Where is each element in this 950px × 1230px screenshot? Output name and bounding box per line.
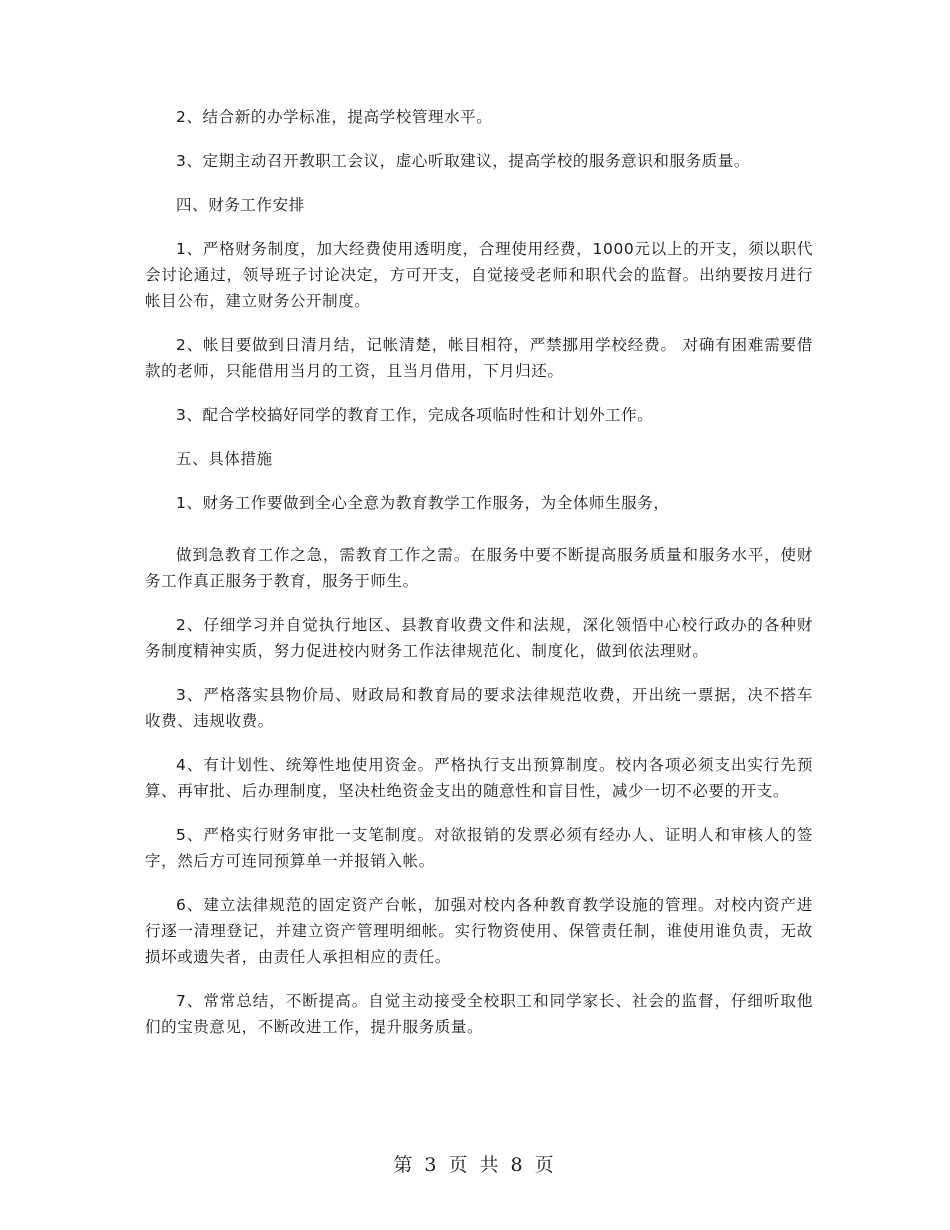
paragraph-item-3: 3、定期主动召开教职工会议，虚心听取建议，提高学校的服务意识和服务质量。 [176, 152, 750, 170]
paragraph-measures-5: 5、严格实行财务审批一支笔制度。对欲报销的发票必须有经办人、证明人和审核人的签字，然后方可连同预算单一并报销入帐。 [145, 826, 813, 870]
paragraph-measures-1: 1、财务工作要做到全心全意为教育教学工作服务，为全体师生服务， [176, 494, 670, 512]
section-heading-finance: 四、财务工作安排 [176, 196, 305, 214]
paragraph-finance-2: 2、帐目要做到日清月结，记帐清楚，帐目相符，严禁挪用学校经费。 对确有困难需要借款的老师，只能借用当月的工资，且当月借用，下月归还。 [145, 336, 813, 380]
paragraph-finance-3: 3、配合学校搞好同学的教育工作，完成各项临时性和计划外工作。 [176, 406, 654, 424]
paragraph-measures-2: 2、仔细学习并自觉执行地区、县教育收费文件和法规，深化领悟中心校行政办的各种财务制度精神实质，努力促进校内财务工作法律规范化、制度化，做到依法理财。 [145, 616, 813, 660]
section-heading-measures: 五、具体措施 [176, 450, 273, 468]
paragraph-measures-4: 4、有计划性、统筹性地使用资金。严格执行支出预算制度。校内各项必须支出实行先预算、再审批、后办理制度，坚决杜绝资金支出的随意性和盲目性，减少一切不必要的开支。 [145, 756, 813, 800]
paragraph-finance-1: 1、严格财务制度，加大经费使用透明度，合理使用经费，1000元以上的开支，须以职代会讨论通过，领导班子讨论决定，方可开支，自觉接受老师和职代会的监督。出纳要按月进行帐目公布，建立财务公开制度。 [145, 240, 813, 310]
paragraph-measures-1-continued: 做到急教育工作之急，需教育工作之需。在服务中要不断提高服务质量和服务水平，使财务工作真正服务于教育，服务于师生。 [145, 546, 813, 590]
paragraph-measures-3: 3、严格落实县物价局、财政局和教育局的要求法律规范收费，开出统一票据，决不搭车收费、违规收费。 [145, 686, 813, 730]
document-body [145, 104, 813, 1058]
page-number-footer: 第 3 页 共 8 页 [393, 1154, 557, 1176]
paragraph-measures-7: 7、常常总结，不断提高。自觉主动接受全校职工和同学家长、社会的监督，仔细听取他们的宝贵意见，不断改进工作，提升服务质量。 [145, 992, 813, 1036]
paragraph-measures-6: 6、建立法律规范的固定资产台帐，加强对校内各种教育教学设施的管理。对校内资产进行逐一清理登记，并建立资产管理明细帐。实行物资使用、保管责任制，谁使用谁负责，无故损坏或遗失者，由责任人承担相应的责任。 [145, 896, 813, 966]
paragraph-item-2: 2、结合新的办学标准，提高学校管理水平。 [176, 108, 493, 126]
